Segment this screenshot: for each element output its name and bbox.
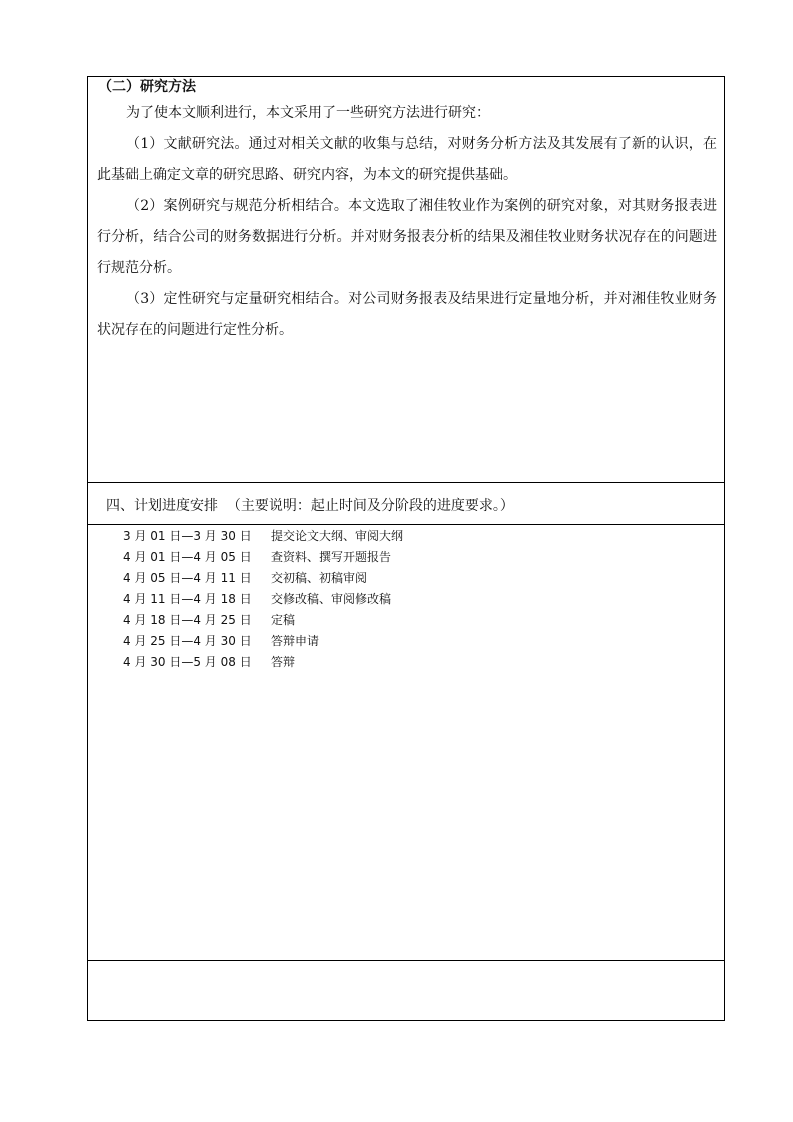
schedule-row — [123, 631, 403, 652]
schedule-list — [123, 526, 403, 673]
schedule-row — [123, 589, 403, 610]
schedule-task: 答辩申请 — [271, 634, 320, 648]
schedule-date: 4 月 05 日—4 月 11 日 — [123, 571, 252, 585]
schedule-task: 交初稿、初稿审阅 — [271, 571, 368, 585]
schedule-row — [123, 568, 403, 589]
schedule-task: 提交论文大纲、审阅大纲 — [271, 529, 404, 543]
schedule-heading: 四、计划进度安排 （主要说明：起止时间及分阶段的进度要求。） — [106, 498, 514, 514]
schedule-task: 答辩 — [271, 655, 296, 669]
schedule-date: 4 月 01 日—4 月 05 日 — [123, 550, 252, 564]
schedule-row — [123, 547, 403, 568]
row-divider — [88, 524, 724, 525]
schedule-row — [123, 526, 403, 547]
schedule-row — [123, 610, 403, 631]
row-divider — [88, 482, 724, 483]
schedule-task: 交修改稿、审阅修改稿 — [271, 592, 392, 606]
schedule-date: 3 月 01 日—3 月 30 日 — [123, 529, 252, 543]
method-item-case-study: （2）案例研究与规范分析相结合。本文选取了湘佳牧业作为案例的研究对象，对其财务报表进行分析，结合公司的财务数据进行分析。并对财务报表分析的结果及湘佳牧业财务状况存在的问题进行规范分析。 — [97, 198, 717, 276]
schedule-task: 查资料、撰写开题报告 — [271, 550, 392, 564]
section-title: （二）研究方法 — [98, 79, 196, 95]
schedule-date: 4 月 30 日—5 月 08 日 — [123, 655, 252, 669]
methods-intro: 为了使本文顺利进行，本文采用了一些研究方法进行研究： — [126, 105, 490, 121]
schedule-date: 4 月 11 日—4 月 18 日 — [123, 592, 252, 606]
schedule-task: 定稿 — [271, 613, 296, 627]
method-item-qualitative-quantitative: （3）定性研究与定量研究相结合。对公司财务报表及结果进行定量地分析，并对湘佳牧业财务状况存在的问题进行定性分析。 — [97, 291, 717, 338]
schedule-date: 4 月 25 日—4 月 30 日 — [123, 634, 252, 648]
method-item-literature: （1）文献研究法。通过对相关文献的收集与总结，对财务分析方法及其发展有了新的认识，在此基础上确定文章的研究思路、研究内容，为本文的研究提供基础。 — [97, 136, 717, 183]
form-table — [87, 76, 725, 1021]
empty-table-row — [88, 961, 724, 1020]
schedule-date: 4 月 18 日—4 月 25 日 — [123, 613, 252, 627]
schedule-row — [123, 652, 403, 673]
